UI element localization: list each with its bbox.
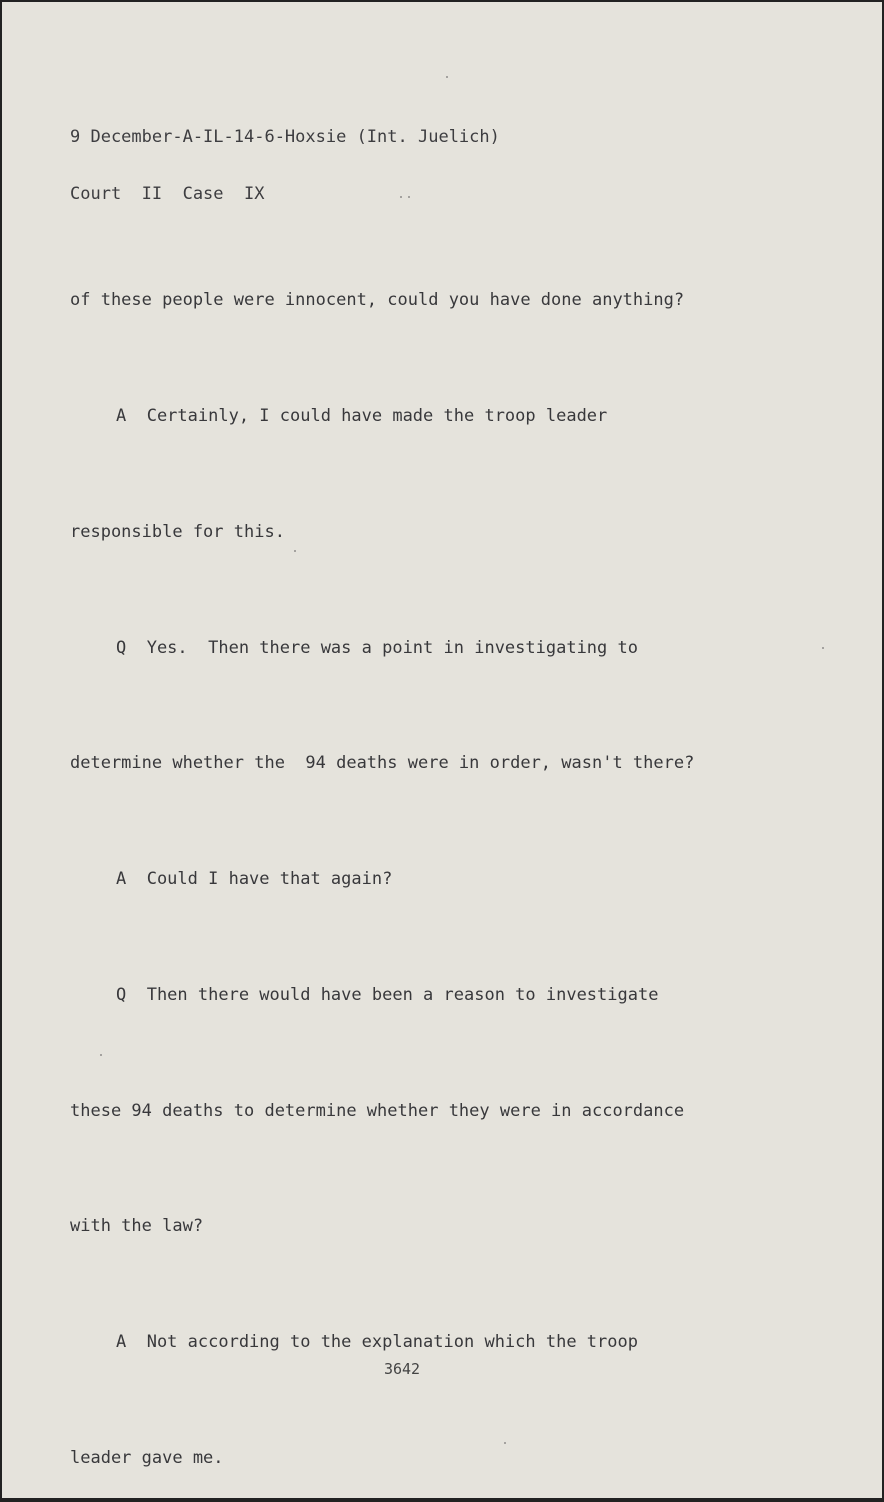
header-case-reference: 9 December-A-IL-14-6-Hoxsie (Int. Juelich) xyxy=(70,127,500,147)
transcript-answer: A Not according to the explanation which the troop xyxy=(116,1332,638,1353)
transcript-question: Q Yes. Then there was a point in investigating to xyxy=(116,637,638,658)
paper-speck xyxy=(400,196,402,198)
paper-speck xyxy=(822,647,824,649)
transcript-answer: A Could I have that again? xyxy=(116,869,393,890)
paper-speck xyxy=(294,550,296,552)
paper-speck xyxy=(504,1442,506,1444)
document-page xyxy=(2,2,882,1498)
header-court-case: Court II Case IX xyxy=(70,184,265,204)
transcript-line: determine whether the 94 deaths were in order, wasn't there? xyxy=(70,753,695,774)
transcript-body xyxy=(70,204,790,1498)
transcript-line: with the law? xyxy=(70,1216,204,1237)
transcript-question: Q Then there would have been a reason to investigate xyxy=(116,984,659,1005)
page-number: 3642 xyxy=(383,1360,421,1378)
transcript-line: leader gave me. xyxy=(70,1448,224,1468)
transcript-line: of these people were innocent, could you have done anything? xyxy=(70,290,685,311)
transcript-answer: A Certainly, I could have made the troop leader xyxy=(116,405,608,426)
transcript-line: responsible for this. xyxy=(70,521,285,542)
paper-speck xyxy=(100,1054,102,1056)
paper-speck xyxy=(446,76,448,78)
transcript-line: these 94 deaths to determine whether they were in accordance xyxy=(70,1100,685,1121)
paper-speck xyxy=(408,196,410,198)
